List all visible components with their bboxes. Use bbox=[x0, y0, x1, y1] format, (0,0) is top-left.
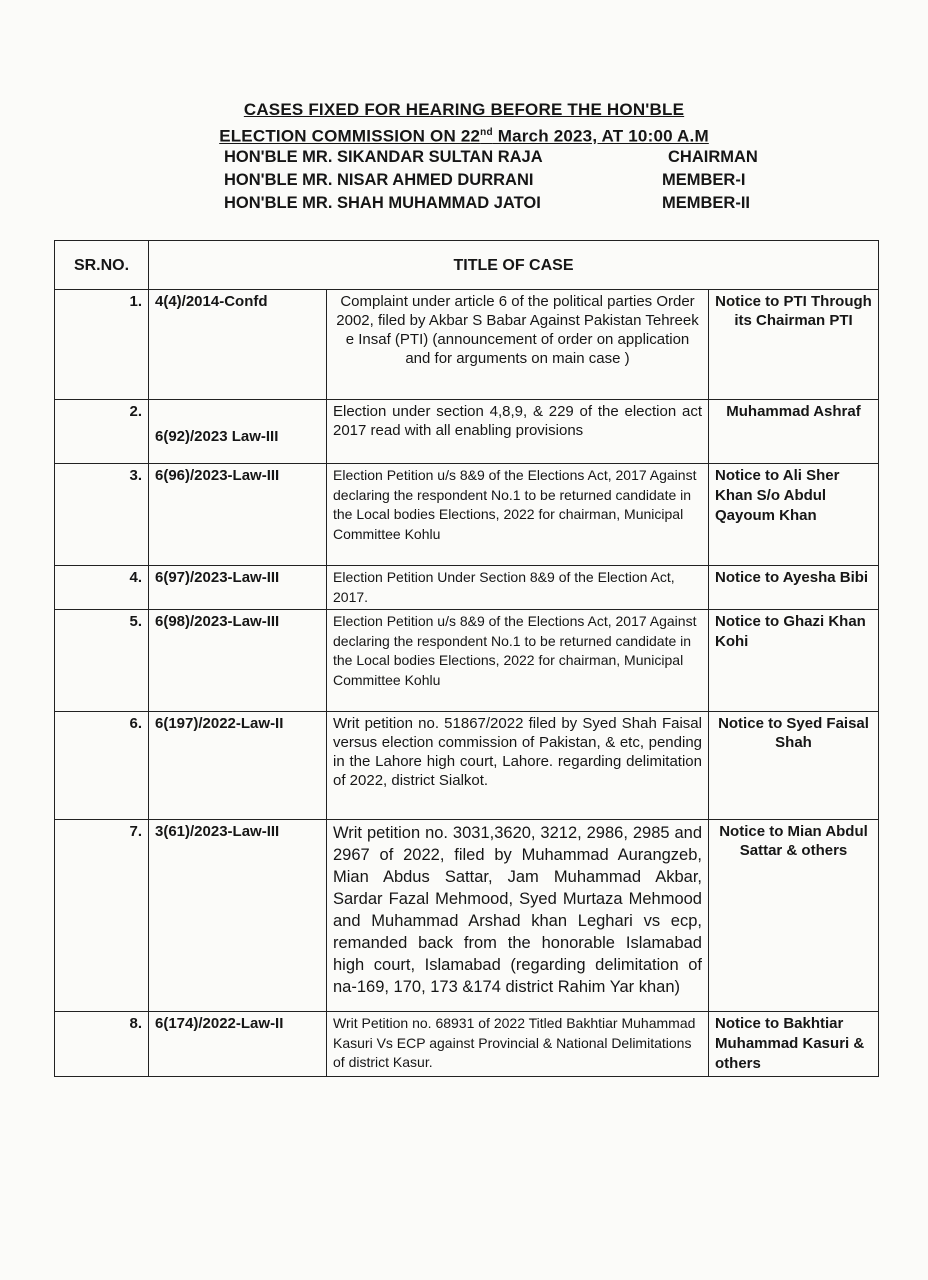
row-case-description: Election Petition u/s 8&9 of the Elections Act, 2017 Against declaring the respondent No.1 to be returned candidate in the Local bodies Elections, 2022 for chairman, Municipal Committee Kohlu bbox=[327, 610, 709, 712]
row-sr-no: 1. bbox=[55, 290, 149, 400]
row-sr-no: 2. bbox=[55, 400, 149, 464]
bench-member-role: MEMBER-I bbox=[662, 171, 746, 189]
column-header-title: TITLE OF CASE bbox=[149, 241, 879, 290]
header-title-line-2 bbox=[0, 121, 928, 148]
bench-list bbox=[224, 146, 784, 216]
row-case-description: Writ petition no. 3031,3620, 3212, 2986, 2985 and 2967 of 2022, filed by Muhammad Aurangzeb, Mian Abdus Sattar, Jam Muhammad Akbar, Sardar Fazal Mehmood, Syed Murtaza Mehmood and Muhammad Arshad khan Leghari vs ecp, remanded back from the honorable Islamabad high court, Islamabad (regarding delimitation of na-169, 170, 173 &174 district Rahim Yar khan) bbox=[327, 820, 709, 1012]
row-sr-no: 8. bbox=[55, 1012, 149, 1077]
row-sr-no: 4. bbox=[55, 566, 149, 610]
cases-table bbox=[54, 240, 879, 1077]
row-notice: Notice to Ali Sher Khan S/o Abdul Qayoum Khan bbox=[709, 464, 879, 566]
row-case-description: Writ petition no. 51867/2022 filed by Syed Shah Faisal versus election commission of Pakistan, & etc, pending in the Lahore high court, Lahore. regarding delimitation of 2022, district Sialkot. bbox=[327, 712, 709, 820]
header-date-suffix: nd bbox=[480, 127, 493, 138]
table-row bbox=[55, 290, 879, 400]
table-row bbox=[55, 464, 879, 566]
bench-member-name: HON'BLE MR. SIKANDAR SULTAN RAJA bbox=[224, 148, 543, 166]
row-case-description: Election Petition u/s 8&9 of the Elections Act, 2017 Against declaring the respondent No.1 to be returned candidate in the Local bodies Elections, 2022 for chairman, Municipal Committee Kohlu bbox=[327, 464, 709, 566]
table-row bbox=[55, 712, 879, 820]
row-notice: Notice to Syed Faisal Shah bbox=[709, 712, 879, 820]
header-title-line-1: CASES FIXED FOR HEARING BEFORE THE HON'BLE bbox=[243, 100, 685, 119]
row-sr-no: 3. bbox=[55, 464, 149, 566]
row-case-number: 6(98)/2023-Law-III bbox=[149, 610, 327, 712]
row-case-number: 6(96)/2023-Law-III bbox=[149, 464, 327, 566]
table-row bbox=[55, 820, 879, 1012]
row-case-number: 6(197)/2022-Law-II bbox=[149, 712, 327, 820]
bench-member-role: MEMBER-II bbox=[662, 194, 750, 212]
row-case-number: 6(174)/2022-Law-II bbox=[149, 1012, 327, 1077]
bench-member-role: CHAIRMAN bbox=[668, 148, 758, 166]
row-case-number: 3(61)/2023-Law-III bbox=[149, 820, 327, 1012]
row-sr-no: 5. bbox=[55, 610, 149, 712]
row-sr-no: 7. bbox=[55, 820, 149, 1012]
row-case-number: 6(92)/2023 Law-III bbox=[149, 400, 327, 464]
row-case-description: Election Petition Under Section 8&9 of the Election Act, 2017. bbox=[327, 566, 709, 610]
row-case-number: 4(4)/2014-Confd bbox=[149, 290, 327, 400]
table-row bbox=[55, 400, 879, 464]
table-row bbox=[55, 610, 879, 712]
row-notice: Notice to PTI Through its Chairman PTI bbox=[709, 290, 879, 400]
column-header-sr-no: SR.NO. bbox=[55, 241, 149, 290]
bench-member-name: HON'BLE MR. SHAH MUHAMMAD JATOI bbox=[224, 194, 541, 212]
table-header-row bbox=[55, 241, 879, 290]
row-notice: Notice to Ayesha Bibi bbox=[709, 566, 879, 610]
row-notice: Notice to Mian Abdul Sattar & others bbox=[709, 820, 879, 1012]
row-case-number: 6(97)/2023-Law-III bbox=[149, 566, 327, 610]
table-row bbox=[55, 566, 879, 610]
document-header bbox=[0, 98, 928, 148]
table-row bbox=[55, 1012, 879, 1077]
row-sr-no: 6. bbox=[55, 712, 149, 820]
bench-member-name: HON'BLE MR. NISAR AHMED DURRANI bbox=[224, 171, 534, 189]
row-notice: Notice to Ghazi Khan Kohi bbox=[709, 610, 879, 712]
row-case-description: Election under section 4,8,9, & 229 of the election act 2017 read with all enabling provisions bbox=[327, 400, 709, 464]
row-case-description: Writ Petition no. 68931 of 2022 Titled Bakhtiar Muhammad Kasuri Vs ECP against Provincial & National Delimitations of district Kasur. bbox=[327, 1012, 709, 1077]
row-case-description: Complaint under article 6 of the political parties Order 2002, filed by Akbar S Babar Against Pakistan Tehreek e Insaf (PTI) (announcement of order on application and for arguments on main case ) bbox=[327, 290, 709, 400]
header-date-prefix: ELECTION COMMISSION ON 22 bbox=[219, 126, 481, 146]
row-notice: Muhammad Ashraf bbox=[709, 400, 879, 464]
header-date-rest: March 2023, AT 10:00 A.M bbox=[492, 126, 709, 146]
row-notice: Notice to Bakhtiar Muhammad Kasuri & others bbox=[709, 1012, 879, 1077]
